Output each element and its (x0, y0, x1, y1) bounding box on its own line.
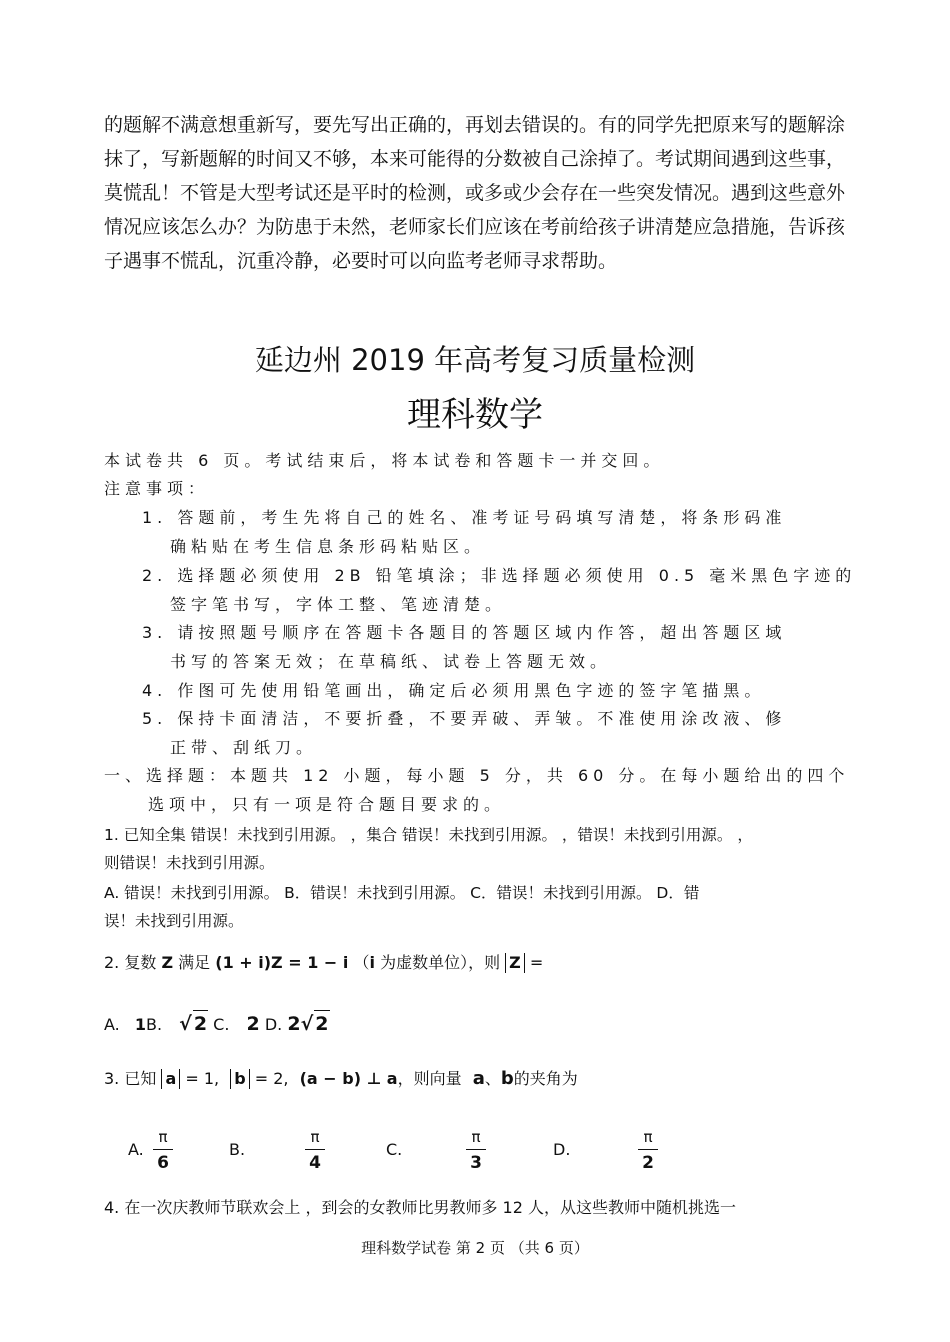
q3-b: b (230, 1069, 249, 1089)
q3-opt-c-num: π (471, 1128, 481, 1146)
section-heading: 一、选择题：本题共 12 小题，每小题 5 分，共 60 分。在每小题给出的四个 (104, 766, 850, 785)
q2-equation: (1 + i)Z = 1 − i (215, 953, 349, 972)
q3-opt-b-num: π (310, 1128, 320, 1146)
q3-opt-b-label: B. (229, 1140, 246, 1159)
question-1-cont: 则错误！未找到引用源。 (104, 854, 275, 872)
notice-item: 确粘贴在考生信息条形码粘贴区。 (170, 537, 486, 556)
notice-item: 2. 选择题必须使用 2B 铅笔填涂；非选择题必须使用 0.5 毫米黑色字迹的 (142, 566, 857, 585)
q3-opt-a-label: A. (128, 1140, 144, 1159)
q2-val-d-rad: 2 (314, 1010, 329, 1037)
question-1-options-cont: 误！未找到引用源。 (104, 912, 244, 930)
q3-opt-b-den: 4 (309, 1153, 321, 1173)
question-3 (104, 1066, 578, 1092)
q2-opt-b: B. (145, 1015, 163, 1034)
question-2-options: A. 1B. √ 2 C. 2 D. 2√ 2 (104, 1010, 330, 1038)
notice-item: 4. 作图可先使用铅笔画出，确定后必须用黑色字迹的签字笔描黑。 (142, 681, 766, 700)
q2-opt-a: A. (104, 1015, 120, 1034)
q2-note: 为虚数单位），则 (380, 953, 501, 972)
q3-vec-b: b (500, 1068, 514, 1089)
notice-item: 3. 请按照题号顺序在答题卡各题目的答题区域内作答，超出答题区域 (142, 623, 787, 642)
notice-item: 正带、刮纸刀。 (170, 738, 318, 757)
exam-title: 延边州 2019 年高考复习质量检测 (254, 343, 696, 377)
q3-a: a (161, 1069, 180, 1089)
q3-cond: (a − b) ⊥ a (299, 1069, 398, 1088)
q3-opt-d-frac (636, 1128, 660, 1173)
intro-line: 的题解不满意想重新写，要先写出正确的，再划去错误的。有的同学先把原来写的题解涂 (104, 114, 846, 136)
q3-opt-d-den: 2 (642, 1153, 654, 1173)
q3-vec-a: a (472, 1068, 485, 1089)
q2-val-d-coef: 2 (287, 1013, 301, 1035)
q3-opt-a-num: π (158, 1128, 168, 1146)
question-4: 4. 在一次庆教师节联欢会上 ，到会的女教师比男教师多 12 人，从这些教师中随机挑选一 (104, 1198, 736, 1217)
q2-abs: Z (505, 953, 525, 973)
q3-opt-d-num: π (643, 1128, 653, 1146)
intro-line: 子遇事不慌乱，沉重冷静，必要时可以向监考老师寻求帮助。 (104, 250, 618, 272)
q2-eq: = (529, 953, 544, 972)
notice-item: 书写的答案无效；在草稿纸、试卷上答题无效。 (170, 652, 612, 671)
q3-opt-a-frac (151, 1128, 175, 1173)
intro-line: 情况应该怎么办？为防患于未然，老师家长们应该在考前给孩子讲清楚应急措施，告诉孩 (104, 216, 846, 238)
q3-tail: 的夹角为 (513, 1069, 578, 1088)
q2-i: i (369, 953, 375, 972)
section-heading-cont: 选项中，只有一项是符合题目要求的。 (148, 795, 506, 814)
intro-line: 抹了，写新题解的时间又不够，本来可能得的分数被自己涂掉了。考试期间遇到这些事， (104, 148, 846, 170)
q3-opt-c-label: C. (386, 1140, 403, 1159)
exam-subtitle: 理科数学 (407, 395, 543, 435)
q2-val-b: 2 (193, 1010, 208, 1037)
q2-paren: （ (353, 953, 370, 972)
notice-heading: 注意事项： (104, 479, 210, 498)
q3-text: ，则向量 (397, 1069, 462, 1088)
q3-eq2: = 2, (254, 1069, 289, 1088)
q3-eq1: = 1, (185, 1069, 220, 1088)
question-1: 1. 已知全集 错误！未找到引用源。 ，集合 错误！未找到引用源。 ，错误！未找到引用源。 ， (104, 826, 753, 844)
q3-opt-b-frac (303, 1128, 327, 1173)
page-footer: 理科数学试卷 第 2 页 （共 6 页） (361, 1239, 589, 1257)
q2-var: Z (161, 953, 174, 972)
q2-opt-c: C. (213, 1015, 230, 1034)
notice-item: 1. 答题前，考生先将自己的姓名、准考证号码填写清楚，将条形码准 (142, 508, 787, 527)
q3-opt-d-label: D. (553, 1140, 571, 1159)
q3-opt-a-den: 6 (157, 1153, 169, 1173)
q3-sep: 、 (484, 1069, 501, 1088)
q2-satisfy: 满足 (178, 953, 211, 972)
intro-line: 莫慌乱！不管是大型考试还是平时的检测，或多或少会存在一些突发情况。遇到这些意外 (104, 182, 846, 204)
q2-prefix: 2. 复数 (104, 953, 157, 972)
q3-prefix: 3. 已知 (104, 1069, 157, 1088)
q2-val-c: 2 (246, 1013, 260, 1035)
notice-item: 5. 保持卡面清洁，不要折叠，不要弄破、弄皱。不准使用涂改液、修 (142, 709, 787, 728)
q2-val-a: 1 (134, 1015, 146, 1034)
question-2 (104, 950, 543, 976)
q3-opt-c-frac (464, 1128, 488, 1173)
q3-opt-c-den: 3 (470, 1153, 482, 1173)
notice-lead: 本试卷共 6 页。考试结束后，将本试卷和答题卡一并交回。 (104, 451, 665, 470)
question-1-options: A. 错误！未找到引用源。 B．错误！未找到引用源。 C．错误！未找到引用源。 D．错 (104, 884, 700, 902)
q2-opt-d: D. (264, 1015, 283, 1034)
notice-item: 签字笔书写，字体工整、笔迹清楚。 (170, 595, 507, 614)
